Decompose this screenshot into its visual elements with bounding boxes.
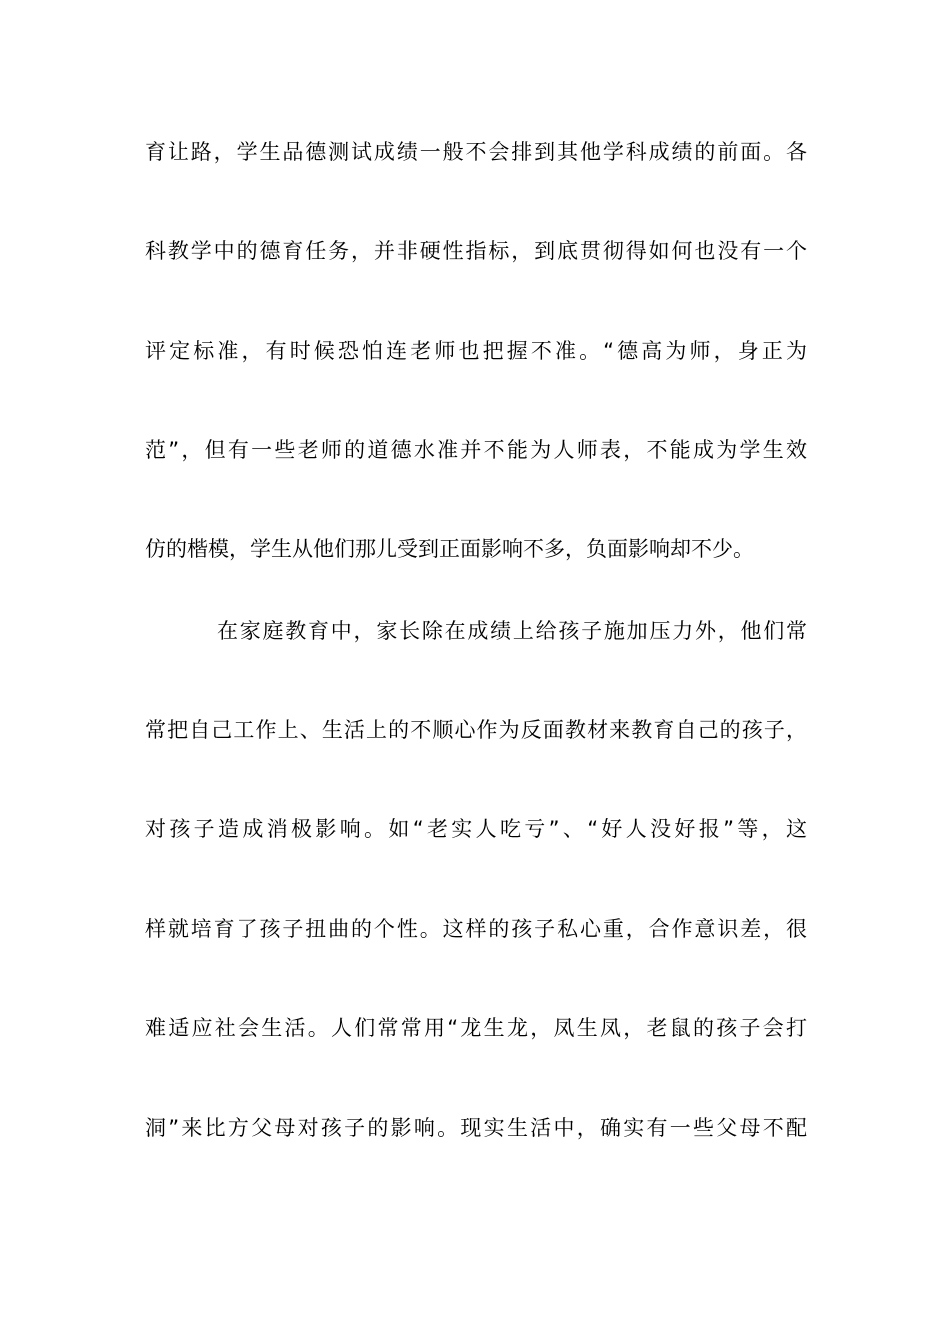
paragraph-line: 洞”来比方父母对孩子的影响。现实生活中，确实有一些父母不配 — [145, 1116, 807, 1140]
paragraph-line: 评定标准，有时候恐怕连老师也把握不准。“德高为师，身正为 — [145, 339, 807, 363]
paragraph-first-line: 在家庭教育中，家长除在成绩上给孩子施加压力外，他们常 — [217, 619, 807, 643]
paragraph-line: 常把自己工作上、生活上的不顺心作为反面教材来教育自己的孩子， — [145, 718, 807, 742]
paragraph-line: 对孩子造成消极影响。如“老实人吃亏”、“好人没好报”等，这 — [145, 817, 807, 841]
paragraph-line: 科教学中的德育任务，并非硬性指标，到底贯彻得如何也没有一个 — [145, 239, 807, 263]
paragraph-line: 育让路，学生品德测试成绩一般不会排到其他学科成绩的前面。各 — [145, 140, 807, 164]
paragraph-line: 仿的楷模，学生从他们那儿受到正面影响不多，负面影响却不少。 — [145, 537, 754, 561]
paragraph-line: 难适应社会生活。人们常常用“龙生龙，凤生凤，老鼠的孩子会打 — [145, 1016, 807, 1040]
paragraph-line: 范”，但有一些老师的道德水准并不能为人师表，不能成为学生效 — [145, 438, 807, 462]
paragraph-line: 样就培育了孩子扭曲的个性。这样的孩子私心重，合作意识差，很 — [145, 917, 807, 941]
